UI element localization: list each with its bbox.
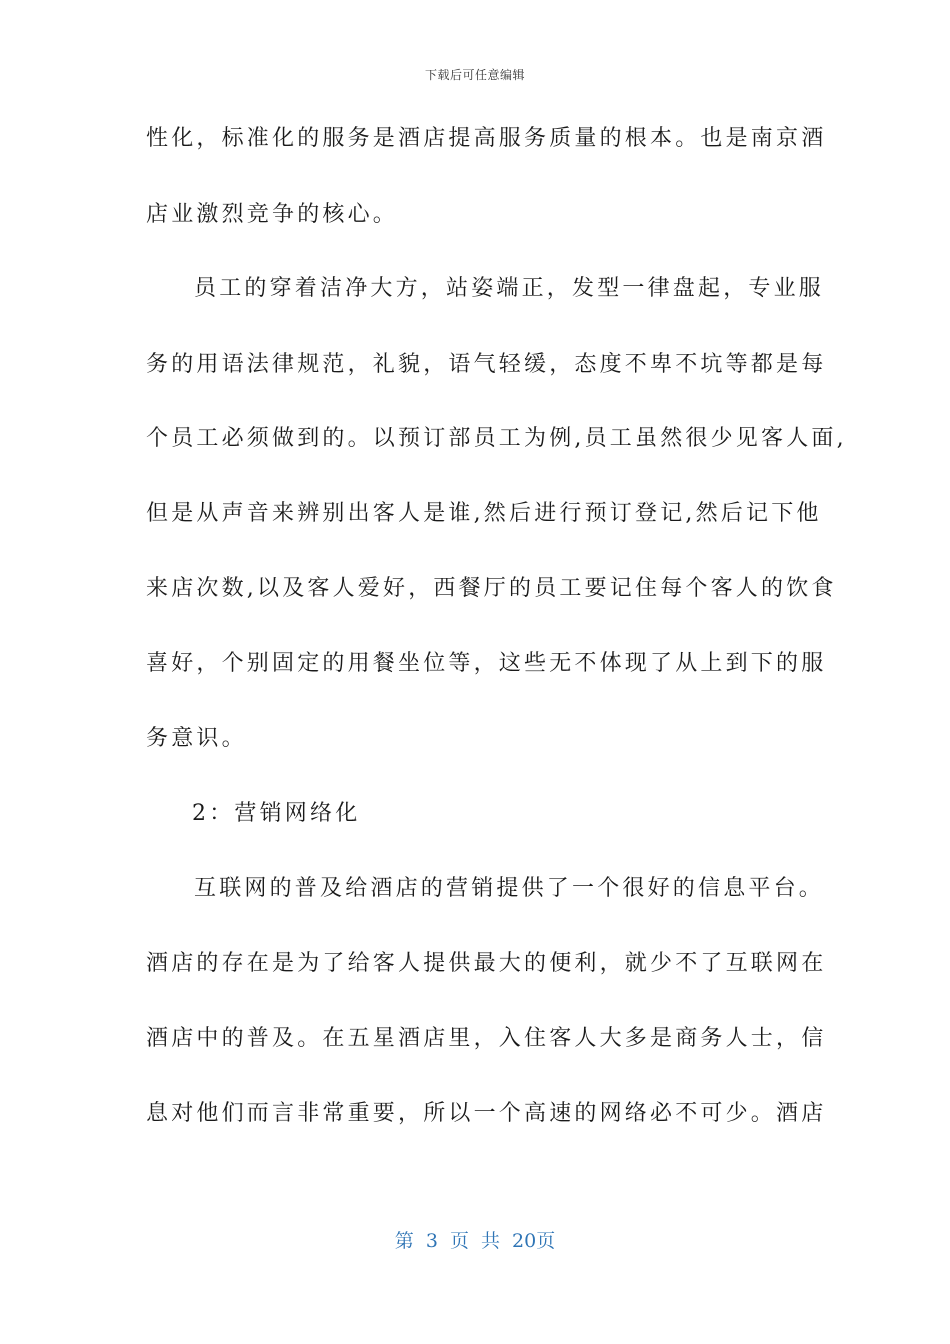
paragraph-start-line: 互联网的普及给酒店的营销提供了一个很好的信息平台。	[194, 876, 825, 901]
text-line: 性化，标准化的服务是酒店提高服务质量的根本。也是南京酒	[146, 126, 827, 151]
text-line: 酒店中的普及。在五星酒店里，入住客人大多是商务人士，信	[146, 1026, 827, 1051]
page-number-footer: 第 3 页 共 20页	[394, 1230, 556, 1252]
section-heading: 2：营销网络化	[192, 801, 361, 826]
text-line: 个员工必须做到的。以预订部员工为例,员工虽然很少见客人面,	[146, 426, 847, 451]
text-line: 但是从声音来辨别出客人是谁,然后进行预订登记,然后记下他	[146, 501, 822, 526]
text-line: 喜好，个别固定的用餐坐位等，这些无不体现了从上到下的服	[146, 651, 827, 676]
paragraph-start-line: 员工的穿着洁净大方，站姿端正，发型一律盘起，专业服	[194, 276, 825, 301]
text-line: 务的用语法律规范，礼貌，语气轻缓，态度不卑不坑等都是每	[146, 352, 827, 377]
text-line: 务意识。	[146, 726, 247, 751]
text-line: 酒店的存在是为了给客人提供最大的便利，就少不了互联网在	[146, 951, 827, 976]
text-line: 息对他们而言非常重要，所以一个高速的网络必不可少。酒店	[146, 1101, 827, 1126]
page-header: 下载后可任意编辑	[424, 68, 525, 82]
text-line: 店业激烈竞争的核心。	[146, 202, 399, 227]
text-line: 来店次数,以及客人爱好，西餐厅的员工要记住每个客人的饮食	[146, 576, 837, 601]
